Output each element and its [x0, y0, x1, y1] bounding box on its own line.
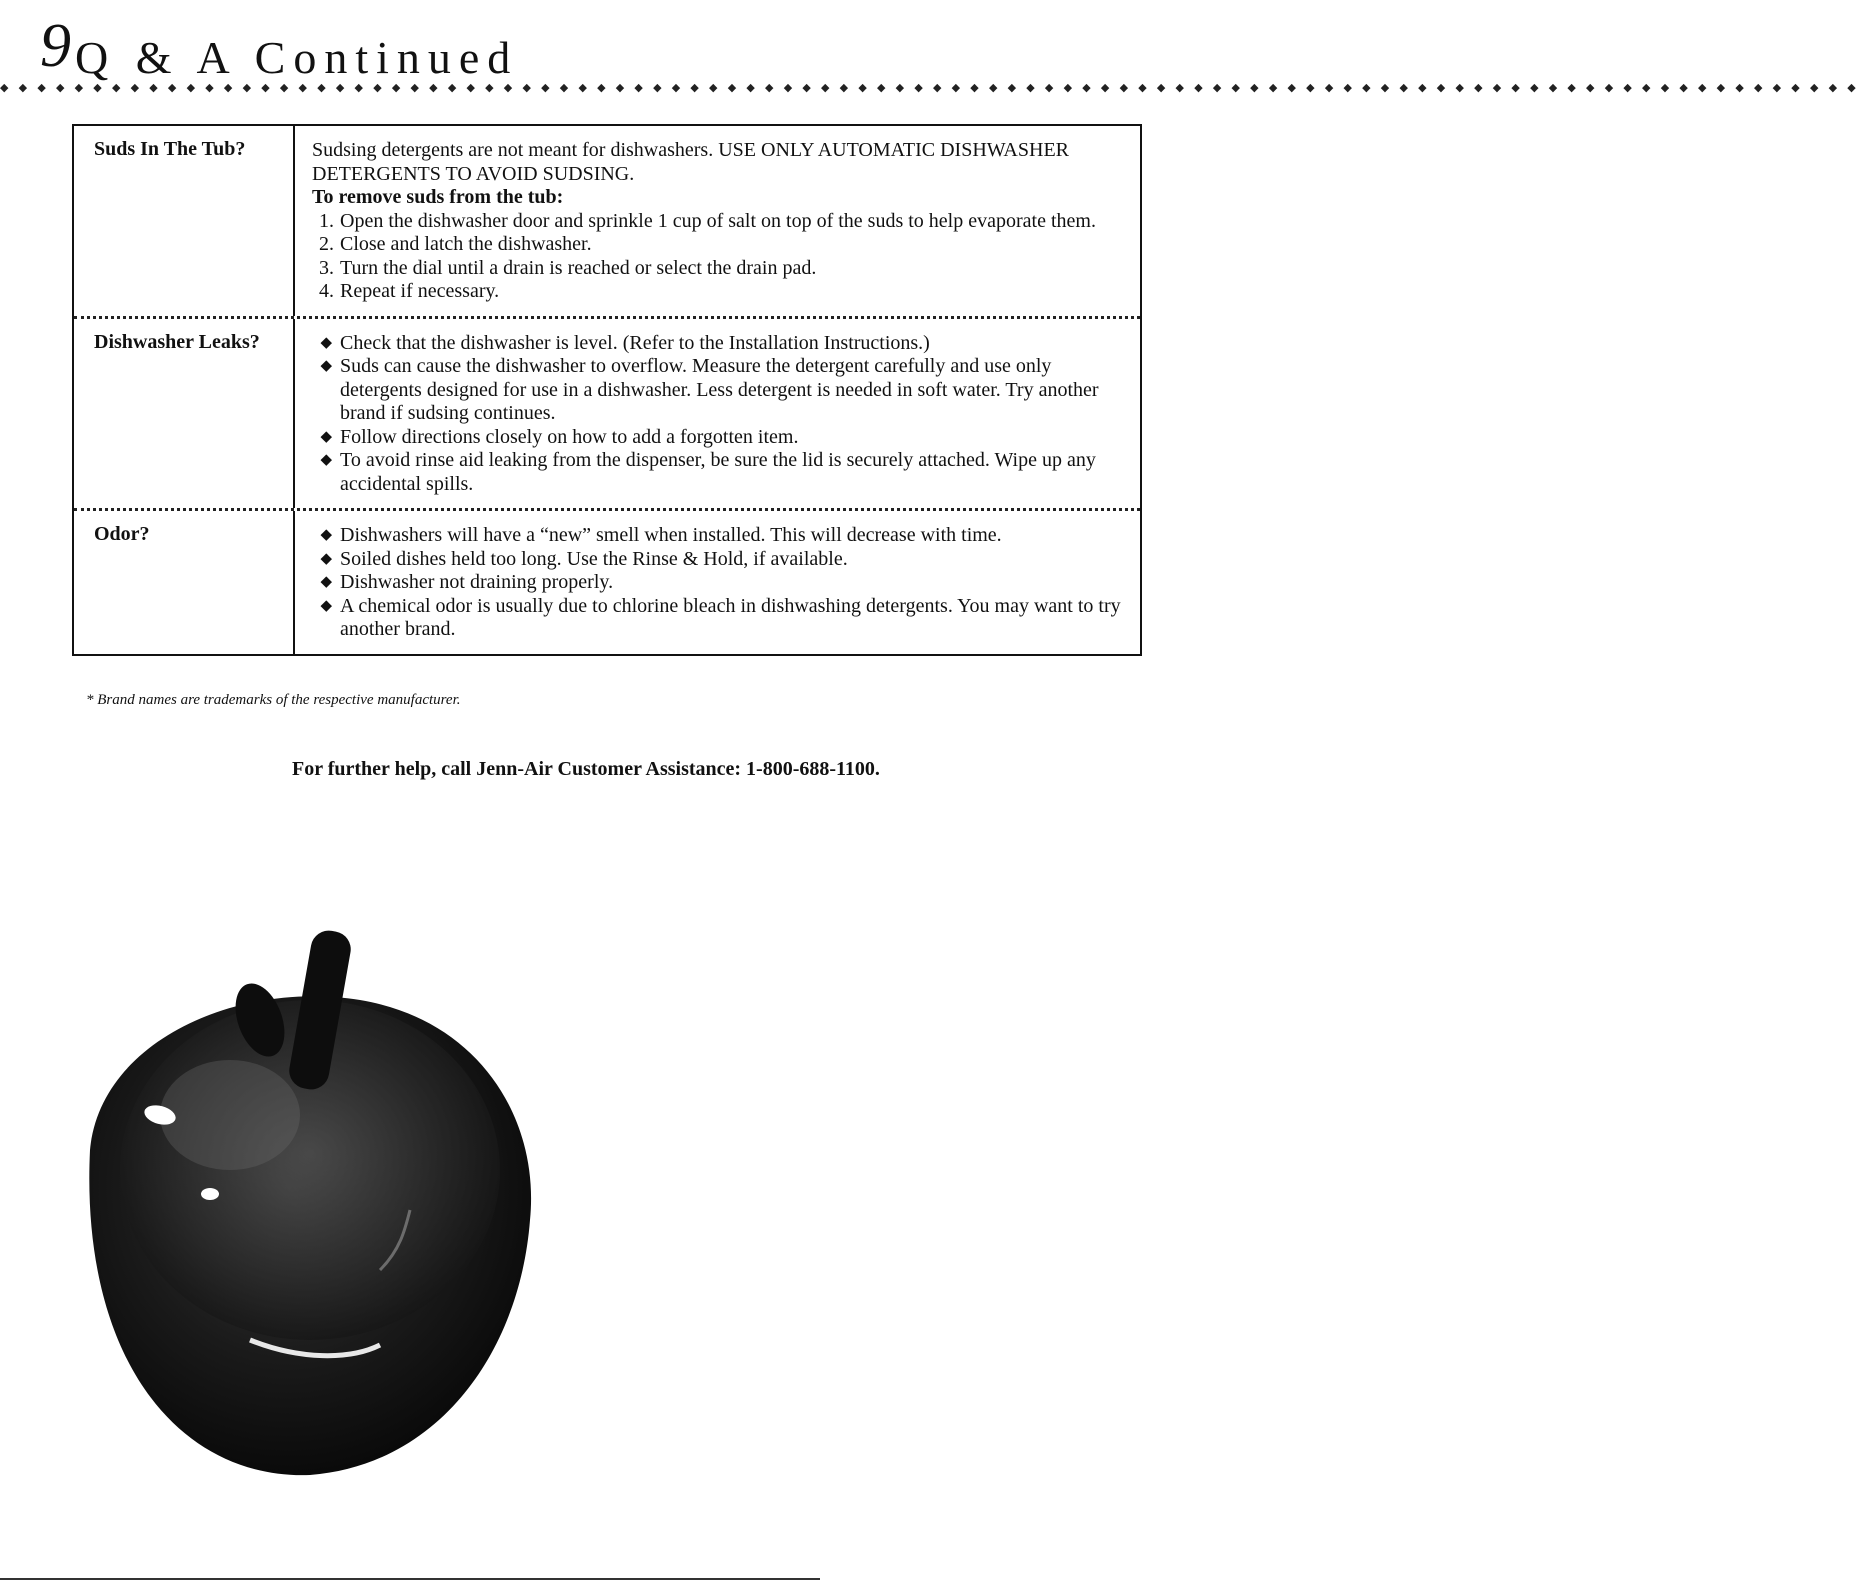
page-title: Q & A Continued: [75, 32, 519, 83]
step-item: 4. Repeat if necessary.: [319, 280, 500, 302]
diamond-bullet-icon: ◆: [320, 428, 332, 445]
diamond-bullet-icon: ◆: [320, 334, 332, 351]
trademark-footnote: * Brand names are trademarks of the respective manufacturer.: [86, 692, 461, 708]
diamond-bullet-icon: ◆: [320, 550, 332, 567]
help-line: For further help, call Jenn-Air Customer Assistance: 1-800-688-1100.: [292, 758, 880, 780]
bullet-item: ◆ Soiled dishes held too long. Use the Rinse & Hold, if available.: [312, 548, 1124, 572]
bullet-item: ◆ Dishwashers will have a “new” smell when installed. This will decrease with time.: [312, 524, 1124, 548]
bullet-item: ◆ Dishwasher not draining properly.: [312, 571, 1124, 595]
qa-table: [72, 124, 1142, 656]
bowl-photo: [60, 920, 560, 1480]
answer-cell: [295, 511, 1140, 654]
bullet-item: ◆ Suds can cause the dishwasher to overflow. Measure the detergent carefully and use only detergents designed for use in a dishwasher. Less detergent is needed in soft water. Try another brand if sudsing continues.: [312, 355, 1124, 426]
page-number: 9: [40, 12, 69, 80]
step-item: 3. Turn the dial until a drain is reached or select the drain pad.: [319, 256, 817, 279]
bullet-item: ◆ Follow directions closely on how to add a forgotten item.: [312, 426, 1124, 450]
diamond-bullet-icon: ◆: [320, 358, 332, 374]
qa-row-odor: [74, 508, 1140, 654]
question-label: Dishwasher Leaks?: [74, 319, 295, 509]
qa-row-suds: [74, 126, 1140, 316]
bullet-item: ◆ To avoid rinse aid leaking from the dispenser, be sure the lid is securely attached. Wipe up any accidental spills.: [312, 449, 1124, 496]
answer-intro: Sudsing detergents are not meant for dishwashers. USE ONLY AUTOMATIC DISHWASHER DETERGENTS TO AVOID SUDSING.: [312, 139, 1070, 185]
diamond-bullet-icon: ◆: [320, 527, 332, 543]
bottom-rule: [0, 1578, 820, 1580]
question-label: Suds In The Tub?: [74, 126, 295, 316]
answer-cell: [295, 319, 1140, 509]
bullet-item: ◆ Check that the dishwasher is level. (Refer to the Installation Instructions.): [312, 332, 1124, 356]
qa-row-leaks: [74, 316, 1140, 509]
answer-cell: [295, 126, 1140, 316]
diamond-bullet-icon: ◆: [320, 452, 332, 468]
question-label: Odor?: [74, 511, 295, 654]
diamond-bullet-icon: ◆: [320, 597, 332, 614]
step-item: 2. Close and latch the dishwasher.: [319, 233, 592, 255]
step-item: 1. Open the dishwasher door and sprinkle 1 cup of salt on top of the suds to help evaporate them.: [319, 209, 1096, 232]
answer-subheading: To remove suds from the tub:: [312, 186, 564, 208]
bullet-item: ◆ A chemical odor is usually due to chlorine bleach in dishwashing detergents. You may want to try another brand.: [312, 595, 1124, 642]
diamond-bullet-icon: ◆: [320, 574, 332, 590]
diamond-divider: ◆◆◆◆◆◆◆◆◆◆◆◆◆◆◆◆◆◆◆◆◆◆◆◆◆◆◆◆◆◆◆◆◆◆◆◆◆◆◆◆◆◆◆◆◆◆◆◆◆◆◆◆◆◆◆◆◆◆◆◆◆◆◆◆◆◆◆◆◆◆◆◆◆◆◆◆◆◆◆◆◆◆◆◆◆◆◆◆◆◆◆◆◆◆◆◆◆◆◆◆: [0, 82, 1866, 94]
page-header: [40, 12, 519, 83]
